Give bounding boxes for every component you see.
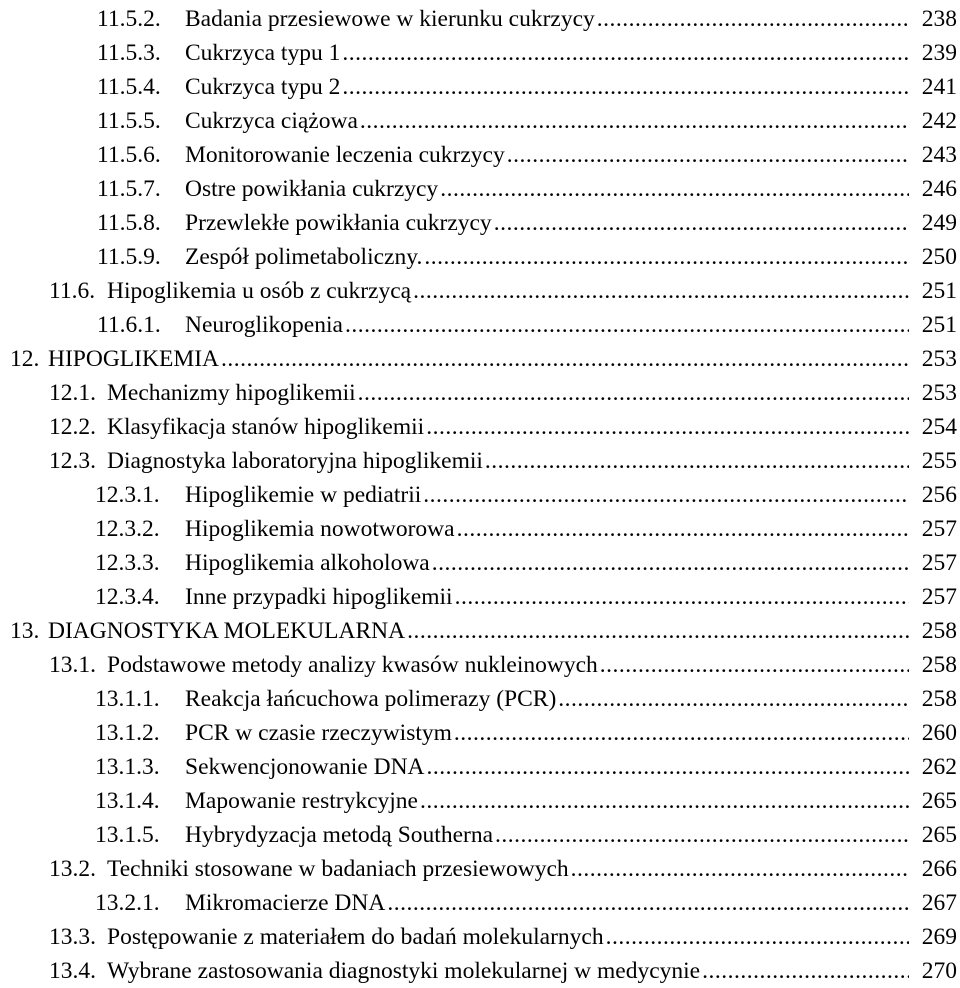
toc-dot-leader [558, 682, 909, 716]
toc-entry[interactable] [0, 920, 960, 954]
toc-entry-page-number: 258 [921, 686, 957, 712]
toc-entry-page-number: 265 [921, 788, 957, 814]
toc-entry-title: Hybrydyzacja metodą Southerna [185, 822, 494, 848]
toc-dot-leader [423, 478, 909, 512]
toc-dot-leader [358, 376, 909, 410]
toc-entry-number: 13.1.4. [95, 788, 160, 814]
toc-entry-page-number: 243 [921, 142, 957, 168]
toc-entry-title: Hipoglikemia nowotworowa [185, 516, 455, 542]
toc-dot-leader [221, 342, 909, 376]
toc-entry-page-number: 254 [921, 414, 957, 440]
toc-entry-title: Cukrzyca typu 2 [185, 74, 341, 100]
toc-dot-leader [702, 954, 909, 988]
toc-entry-title: Mechanizmy hipoglikemii [107, 380, 356, 406]
toc-entry-title: Monitorowanie leczenia cukrzycy [185, 142, 505, 168]
toc-entry[interactable] [0, 410, 960, 444]
toc-entry-page-number: 265 [921, 822, 957, 848]
toc-dot-leader [420, 784, 909, 818]
toc-entry-page-number: 238 [921, 6, 957, 32]
toc-dot-leader [485, 444, 909, 478]
toc-entry-page-number: 269 [921, 924, 957, 950]
toc-entry-title: Podstawowe metody analizy kwasów nukleinowych [107, 652, 598, 678]
toc-entry-number: 11.5.4. [97, 74, 161, 100]
toc-dot-leader [427, 750, 909, 784]
toc-entry[interactable] [0, 886, 960, 920]
toc-entry-page-number: 242 [921, 108, 957, 134]
toc-entry-title: PCR w czasie rzeczywistym [185, 720, 452, 746]
toc-dot-leader [360, 104, 909, 138]
toc-entry-title: Zespół polimetaboliczny. [185, 244, 423, 270]
toc-entry-title: DIAGNOSTYKA MOLEKULARNA [48, 618, 406, 644]
toc-entry-number: 12.3.4. [95, 584, 160, 610]
toc-dot-leader [495, 818, 909, 852]
toc-dot-leader [606, 920, 909, 954]
toc-entry-page-number: 241 [921, 74, 957, 100]
toc-dot-leader [345, 308, 909, 342]
toc-entry-number: 13.1. [49, 652, 96, 678]
toc-entry-number: 13.1.3. [95, 754, 160, 780]
toc-entry-title: Cukrzyca ciążowa [185, 108, 358, 134]
toc-dot-leader [387, 886, 909, 920]
toc-entry-title: HIPOGLIKEMIA [48, 346, 220, 372]
toc-entry-number: 13.1.1. [95, 686, 160, 712]
toc-entry[interactable] [0, 954, 960, 988]
toc-entry[interactable] [0, 852, 960, 886]
toc-entry-page-number: 246 [921, 176, 957, 202]
toc-entry-page-number: 257 [921, 584, 957, 610]
toc-dot-leader [424, 240, 909, 274]
toc-entry-title: Wybrane zastosowania diagnostyki molekularnej w medycynie [107, 958, 701, 984]
toc-entry-page-number: 253 [921, 346, 957, 372]
toc-entry-page-number: 249 [921, 210, 957, 236]
toc-entry-title: Reakcja łańcuchowa polimerazy (PCR) [185, 686, 557, 712]
toc-entry[interactable] [0, 818, 960, 852]
toc-entry-title: Mapowanie restrykcyjne [185, 788, 418, 814]
toc-entry-number: 11.6.1. [97, 312, 161, 338]
toc-entry[interactable] [0, 308, 960, 342]
toc-entry-title: Diagnostyka laboratoryjna hipoglikemii [107, 448, 483, 474]
toc-entry-page-number: 270 [921, 958, 957, 984]
toc-entry-number: 11.5.9. [97, 244, 161, 270]
toc-entry-number: 13. [10, 618, 40, 644]
toc-entry-page-number: 262 [921, 754, 957, 780]
toc-entry-title: Hipoglikemia u osób z cukrzycą [107, 278, 412, 304]
toc-entry-number: 12.2. [49, 414, 96, 440]
toc-entry-number: 11.5.6. [97, 142, 161, 168]
toc-entry-title: Sekwencjonowanie DNA [185, 754, 425, 780]
toc-entry-title: Mikromacierze DNA [185, 890, 386, 916]
toc-entry-number: 12.3. [49, 448, 96, 474]
toc-entry-page-number: 251 [921, 278, 957, 304]
toc-entry-page-number: 258 [921, 652, 957, 678]
toc-entry-title: Przewlekłe powikłania cukrzycy [185, 210, 492, 236]
table-of-contents [0, 2, 960, 988]
toc-dot-leader [454, 716, 909, 750]
toc-entry-number: 11.5.5. [97, 108, 161, 134]
toc-entry[interactable] [0, 138, 960, 172]
toc-dot-leader [600, 648, 909, 682]
toc-entry-number: 11.6. [49, 278, 96, 304]
toc-dot-leader [342, 36, 909, 70]
toc-entry[interactable] [0, 172, 960, 206]
toc-dot-leader [494, 206, 909, 240]
toc-entry-page-number: 250 [921, 244, 957, 270]
toc-entry-title: Klasyfikacja stanów hipoglikemii [107, 414, 425, 440]
toc-entry[interactable] [0, 376, 960, 410]
toc-entry-page-number: 257 [921, 550, 957, 576]
toc-entry-page-number: 256 [921, 482, 957, 508]
toc-entry-title: Neuroglikopenia [185, 312, 343, 338]
toc-entry-title: Hipoglikemie w pediatrii [185, 482, 422, 508]
toc-entry[interactable] [0, 784, 960, 818]
toc-entry-page-number: 260 [921, 720, 957, 746]
toc-entry-title: Inne przypadki hipoglikemii [185, 584, 453, 610]
toc-entry-page-number: 253 [921, 380, 957, 406]
toc-dot-leader [407, 614, 909, 648]
toc-entry[interactable] [0, 750, 960, 784]
toc-entry[interactable] [0, 444, 960, 478]
toc-dot-leader [457, 512, 909, 546]
toc-entry[interactable] [0, 546, 960, 580]
toc-entry-number: 11.5.2. [97, 6, 161, 32]
toc-entry[interactable] [0, 512, 960, 546]
toc-entry[interactable] [0, 682, 960, 716]
toc-entry-number: 13.4. [49, 958, 96, 984]
toc-entry-title: Techniki stosowane w badaniach przesiewowych [107, 856, 569, 882]
toc-entry-page-number: 255 [921, 448, 957, 474]
toc-entry[interactable] [0, 614, 960, 648]
toc-entry-title: Hipoglikemia alkoholowa [185, 550, 430, 576]
toc-entry[interactable] [0, 70, 960, 104]
toc-entry-page-number: 239 [921, 40, 957, 66]
toc-entry[interactable] [0, 580, 960, 614]
toc-entry[interactable] [0, 240, 960, 274]
toc-entry-number: 13.1.2. [95, 720, 160, 746]
toc-dot-leader [440, 172, 909, 206]
toc-entry-number: 13.2.1. [95, 890, 160, 916]
toc-dot-leader [455, 580, 909, 614]
toc-entry-number: 13.1.5. [95, 822, 160, 848]
toc-entry[interactable] [0, 2, 960, 36]
toc-entry-number: 11.5.7. [97, 176, 161, 202]
toc-entry-number: 12.3.2. [95, 516, 160, 542]
toc-entry-number: 12.1. [49, 380, 96, 406]
toc-entry-page-number: 257 [921, 516, 957, 542]
toc-entry-number: 12.3.3. [95, 550, 160, 576]
toc-entry[interactable] [0, 36, 960, 70]
toc-entry[interactable] [0, 648, 960, 682]
toc-entry-title: Cukrzyca typu 1 [185, 40, 341, 66]
toc-dot-leader [507, 138, 909, 172]
toc-entry-page-number: 251 [921, 312, 957, 338]
toc-entry-number: 11.5.8. [97, 210, 161, 236]
toc-entry-number: 11.5.3. [97, 40, 161, 66]
toc-entry-title: Ostre powikłania cukrzycy [185, 176, 439, 202]
toc-entry[interactable] [0, 478, 960, 512]
toc-entry-number: 13.2. [49, 856, 96, 882]
toc-entry-page-number: 266 [921, 856, 957, 882]
toc-dot-leader [413, 274, 909, 308]
toc-dot-leader [571, 852, 909, 886]
toc-entry[interactable] [0, 104, 960, 138]
toc-entry[interactable] [0, 716, 960, 750]
toc-dot-leader [597, 2, 909, 36]
toc-dot-leader [426, 410, 909, 444]
toc-dot-leader [342, 70, 909, 104]
toc-entry[interactable] [0, 342, 960, 376]
toc-entry-title: Badania przesiewowe w kierunku cukrzycy [185, 6, 595, 32]
toc-entry-number: 12. [10, 346, 40, 372]
toc-entry-number: 12.3.1. [95, 482, 160, 508]
toc-dot-leader [432, 546, 909, 580]
toc-entry-page-number: 258 [921, 618, 957, 644]
toc-entry-page-number: 267 [921, 890, 957, 916]
toc-entry-title: Postępowanie z materiałem do badań molekularnych [107, 924, 604, 950]
toc-entry-number: 13.3. [49, 924, 96, 950]
toc-entry[interactable] [0, 206, 960, 240]
toc-entry[interactable] [0, 274, 960, 308]
